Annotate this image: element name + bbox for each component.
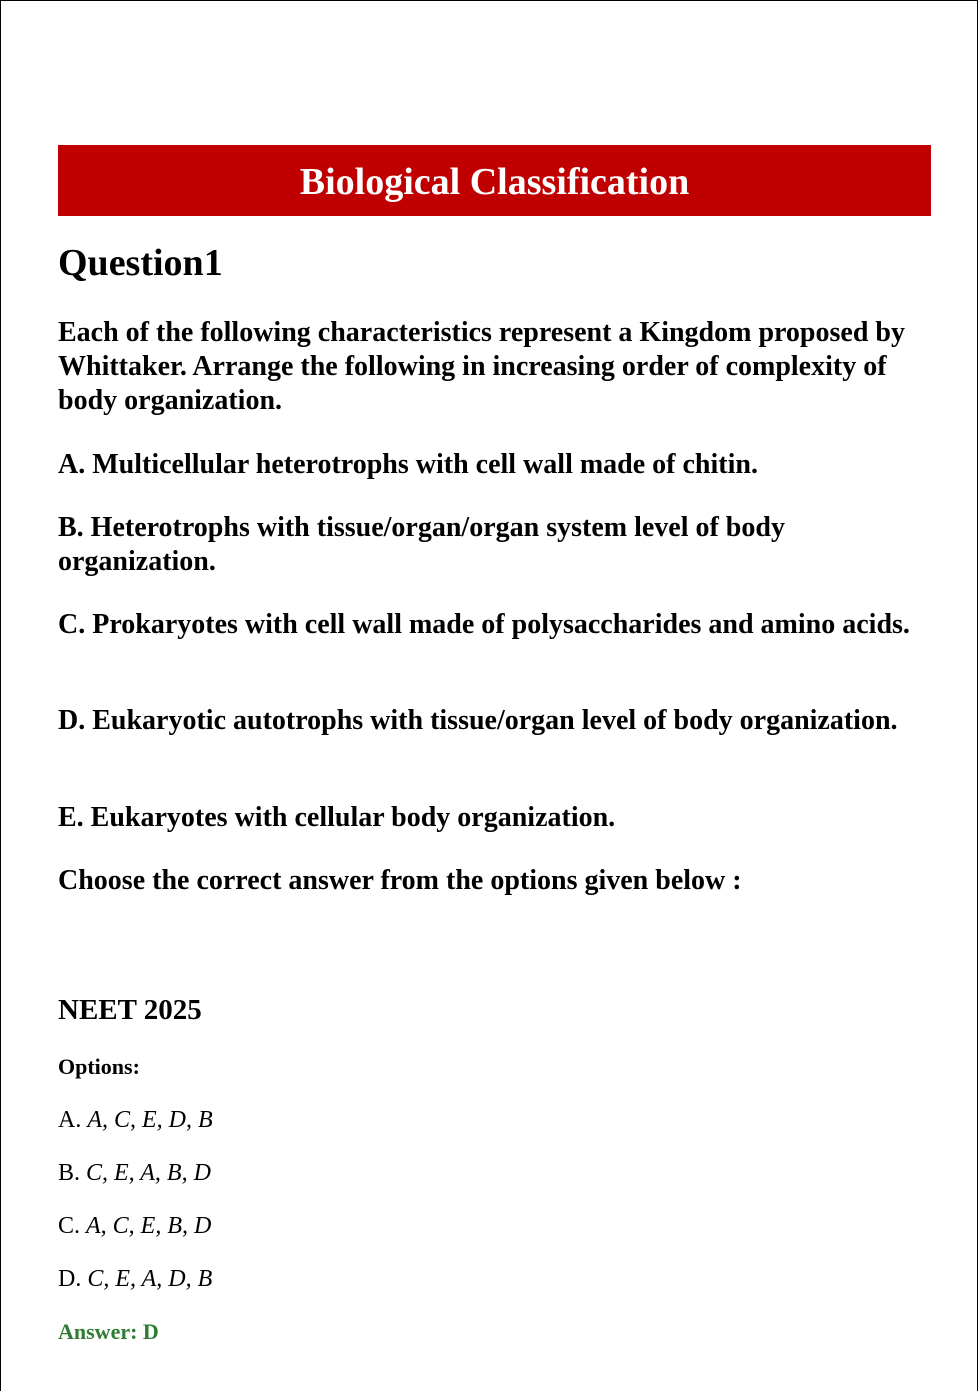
exam-tag: NEET 2025 (58, 994, 202, 1026)
option-sequence: A, C, E, D, B (87, 1107, 213, 1133)
instruction-text: Choose the correct answer from the options given below : (58, 865, 742, 896)
statement-a-block (58, 448, 930, 482)
option-b[interactable] (58, 1158, 211, 1188)
option-letter: C. (58, 1213, 81, 1239)
option-letter: D. (58, 1266, 82, 1292)
option-d[interactable] (58, 1264, 212, 1294)
option-sequence: A, C, E, B, D (86, 1213, 212, 1239)
option-sequence: C, E, A, D, B (87, 1266, 213, 1292)
option-c[interactable] (58, 1211, 211, 1241)
question-stem-block (58, 316, 930, 418)
question-heading: Question1 (58, 242, 223, 284)
options-label: Options: (58, 1054, 140, 1079)
question-stem: Each of the following characteristics represent a Kingdom proposed by Whittaker. Arrange the following in increasing order of complexity of body organization. (58, 317, 905, 416)
statement-d-block (58, 704, 930, 738)
statement-d: D. Eukaryotic autotrophs with tissue/organ level of body organization. (58, 705, 898, 736)
statement-b-block (58, 511, 930, 579)
statement-e: E. Eukaryotes with cellular body organization. (58, 802, 616, 833)
instruction-block (58, 864, 930, 898)
statement-b: B. Heterotrophs with tissue/organ/organ system level of body organization. (58, 512, 785, 577)
title-banner (58, 145, 931, 216)
option-a[interactable] (58, 1105, 213, 1135)
page-title: Biological Classification (299, 160, 690, 203)
option-letter: A. (58, 1107, 82, 1133)
statement-e-block (58, 801, 930, 835)
statement-a: A. Multicellular heterotrophs with cell wall made of chitin. (58, 449, 758, 480)
option-sequence: C, E, A, B, D (86, 1160, 211, 1186)
answer-text: Answer: D (58, 1319, 159, 1344)
statement-c: C. Prokaryotes with cell wall made of polysaccharides and amino acids. (58, 609, 910, 640)
option-letter: B. (58, 1160, 81, 1186)
statement-c-block (58, 608, 930, 642)
